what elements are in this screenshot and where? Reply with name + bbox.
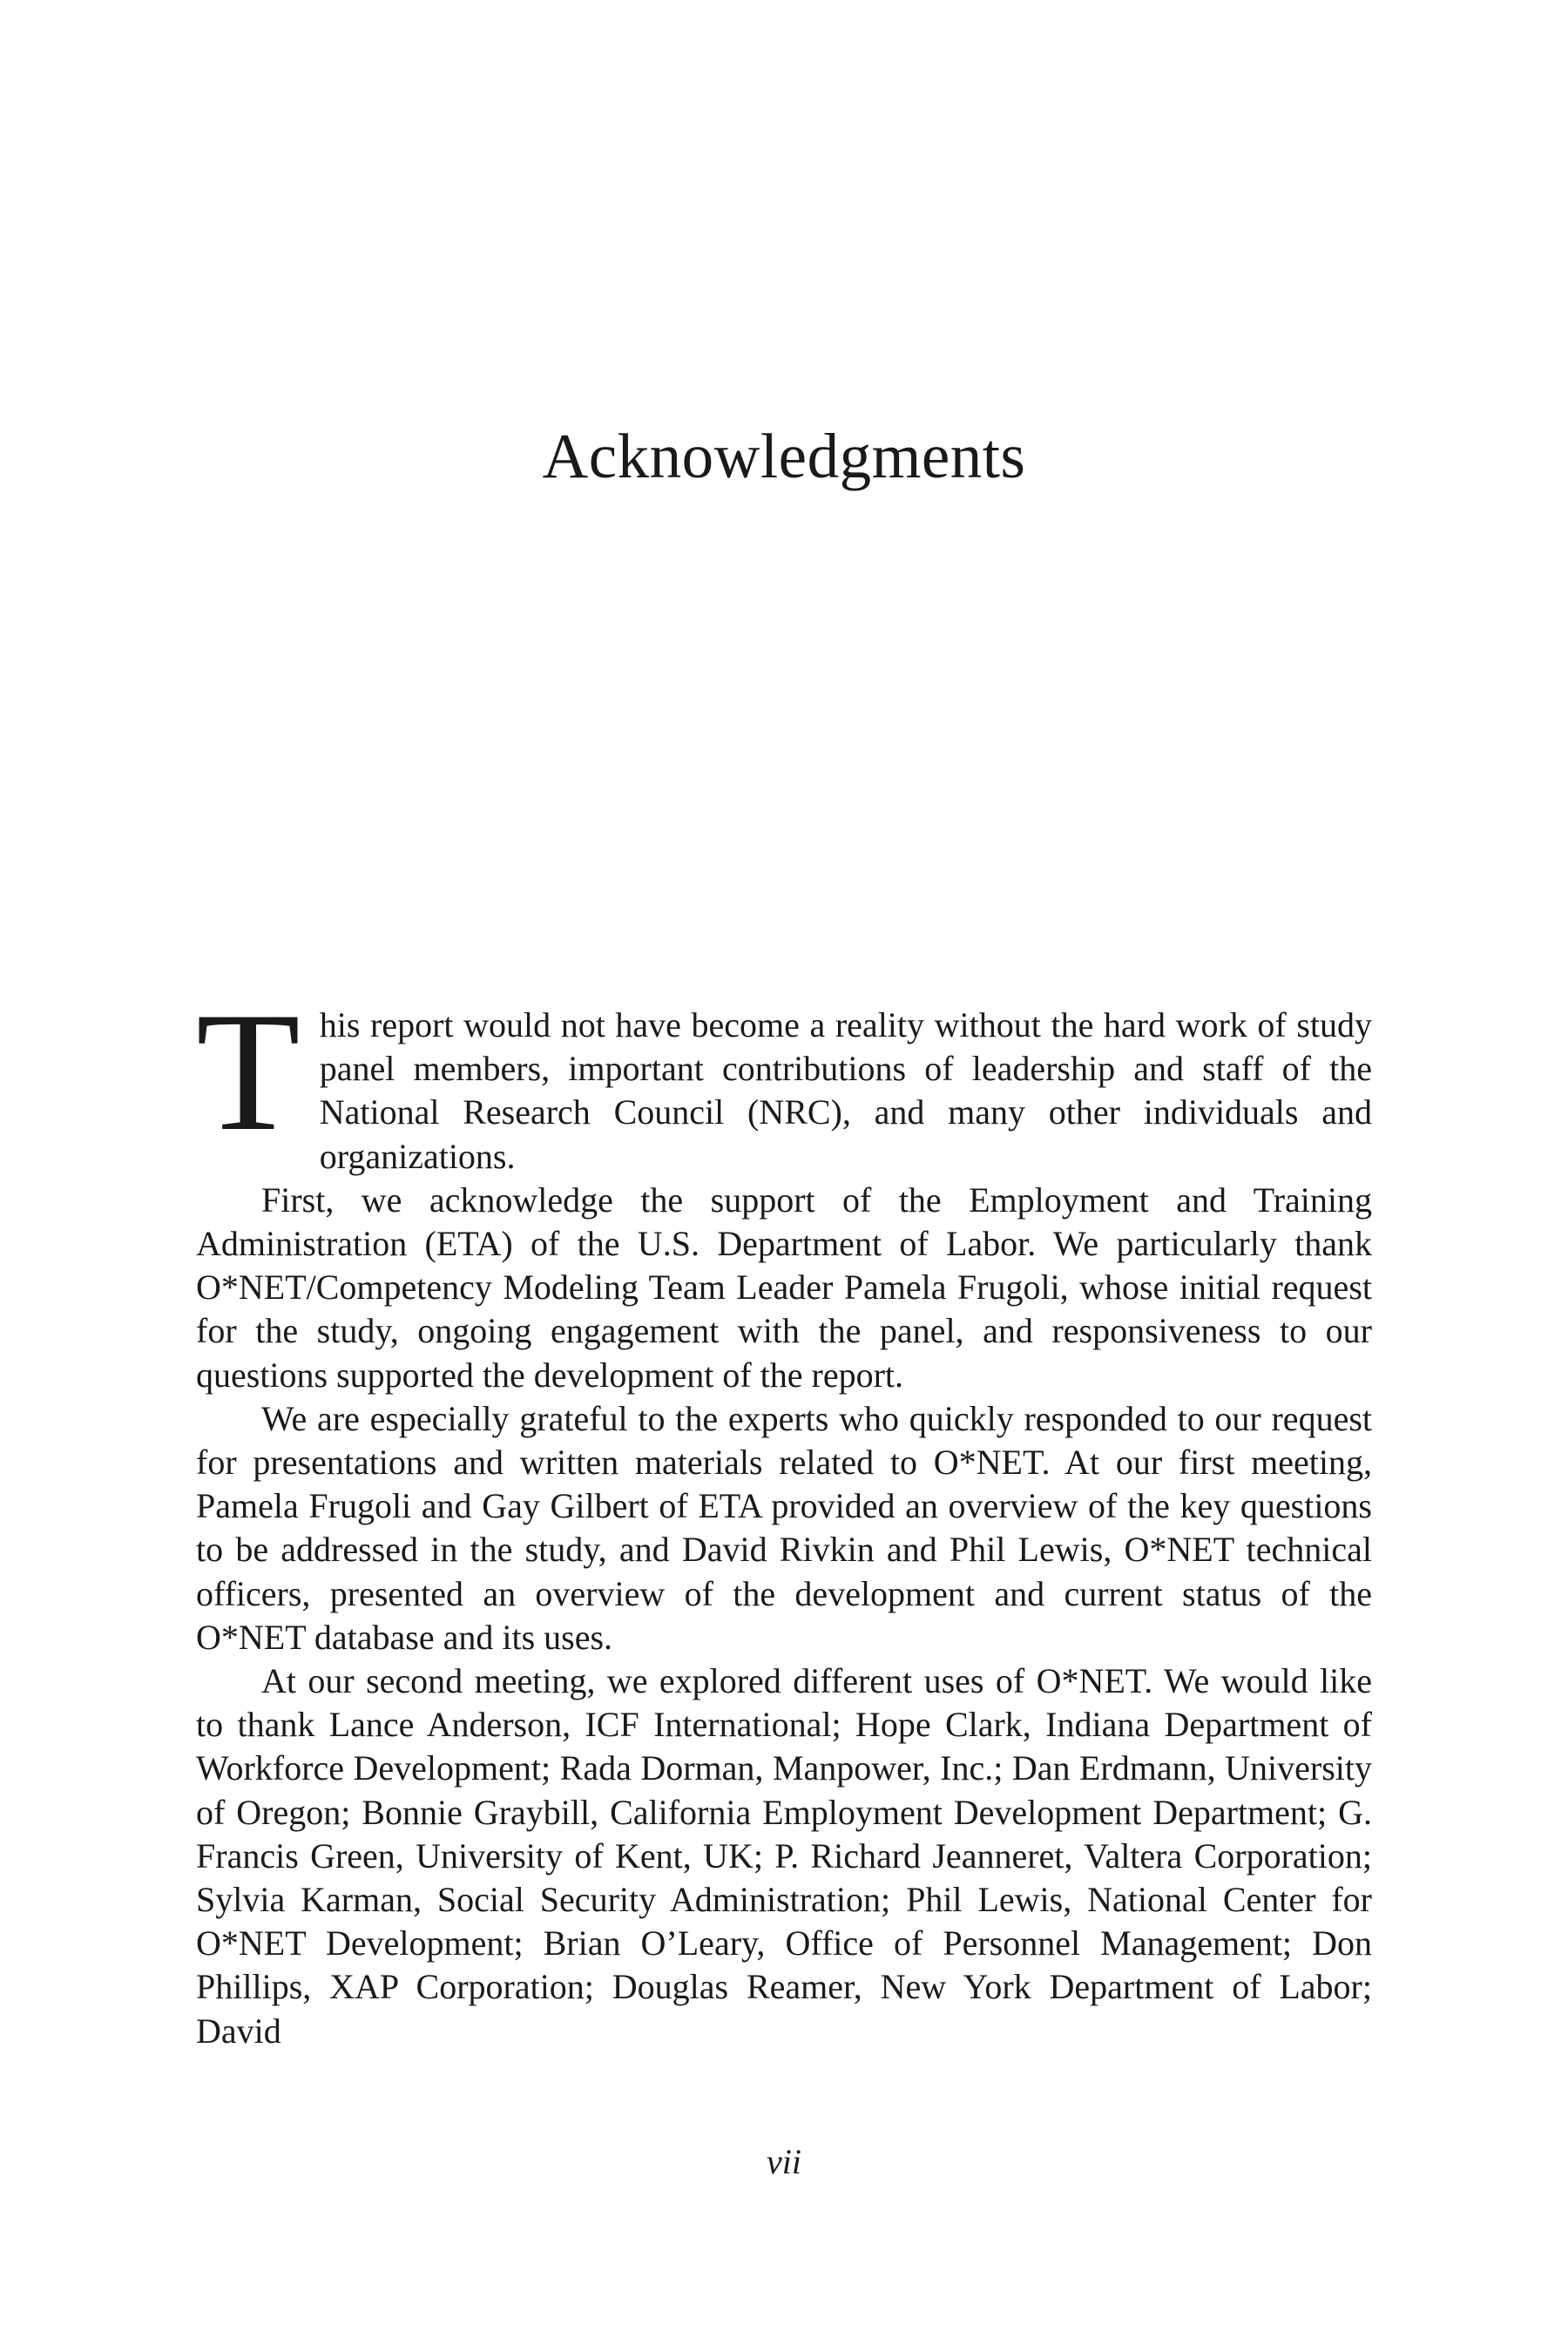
page-title: Acknowledgments <box>542 421 1026 491</box>
drop-cap: T <box>196 977 301 1166</box>
page-number: vii <box>767 2142 801 2181</box>
paragraph-1-text: his report would not have become a reality without the hard work of study panel members, important contributions of leadership and staff of the National Research Council (NRC), and many other individuals and organizations. <box>319 1005 1372 1176</box>
paragraph-3: We are especially grateful to the experts who quickly responded to our request for presentations and written materials related to O*NET. At our first meeting, Pamela Frugoli and Gay Gilbert of ETA provided an overview of the key questions to be addressed in the study, and David Rivkin and Phil Lewis, O*NET technical officers, presented an overview of the development and current status of the O*NET database and its uses. <box>196 1398 1372 1657</box>
paragraph-1 <box>196 977 1372 1179</box>
body-text <box>196 977 1372 2053</box>
paragraph-4: At our second meeting, we explored different uses of O*NET. We would like to thank Lance Anderson, ICF International; Hope Clark, Indiana Department of Workforce Development; Rada Dorman, Manpower, Inc.; Dan Erdmann, University of Oregon; Bonnie Graybill, California Employment Development Department; G. Francis Green, University of Kent, UK; P. Richard Jeanneret, Valtera Corporation; Sylvia Karman, Social Security Administration; Phil Lewis, National Center for O*NET Development; Brian O’Leary, Office of Personnel Management; Don Phillips, XAP Corporation; Douglas Reamer, New York Department of Labor; David <box>196 1661 1372 2051</box>
paragraph-2: First, we acknowledge the support of the Employment and Training Administration (ETA) of the U.S. Department of Labor. We particularly thank O*NET/Competency Modeling Team Leader Pamela Frugoli, whose initial request for the study, ongoing engagement with the panel, and responsiveness to our questions supported the development of the report. <box>196 1179 1372 1395</box>
